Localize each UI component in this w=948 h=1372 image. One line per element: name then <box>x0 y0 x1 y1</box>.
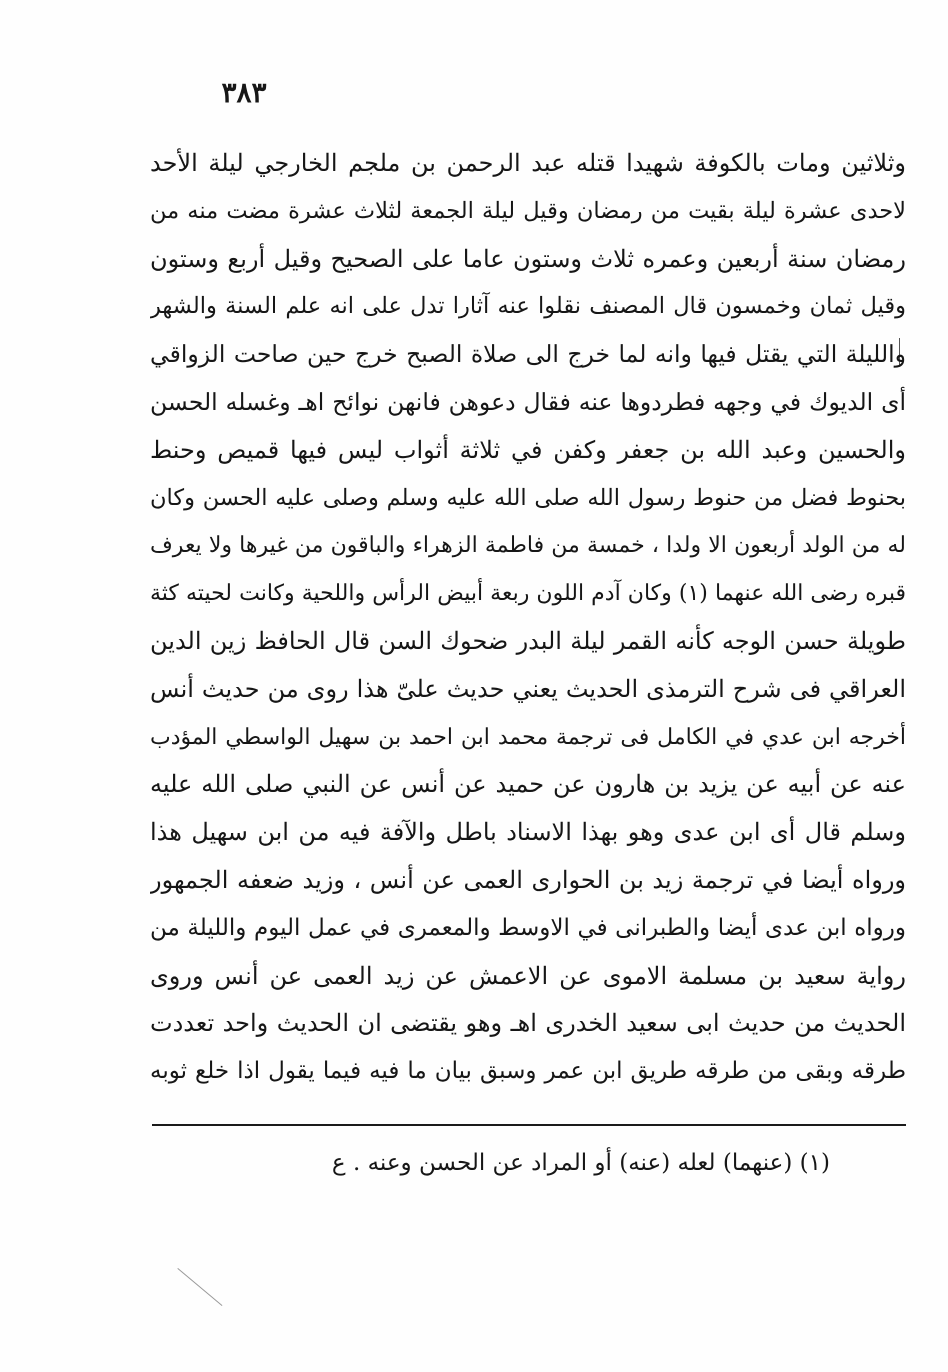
text-line: رواية سعيد بن مسلمة الاموى عن الاعمش عن زيد العمى عن أنس وروى <box>150 961 906 990</box>
text-line: طرقه وبقى من طرقه طريق ابن عمر وسبق بيان ما فيه فيما يقول اذا خلع ثوبه <box>150 1058 906 1085</box>
text-line: أخرجه ابن عدي في الكامل فى ترجمة محمد ابن احمد بن سهيل الواسطي المؤدب <box>150 724 906 750</box>
text-line: قبره رضى الله عنهما (١) وكان آدم اللون ربعة أبيض الرأس واللحية وكانت لحيته كثة <box>150 581 906 607</box>
text-line: ورواه ابن عدى أيضا والطبرانى في الاوسط والمعمرى في عمل اليوم والليلة من <box>150 914 906 941</box>
footnote: (١) (عنهما) لعله (عنه) أو المراد عن الحسن وعنه . ع <box>331 1150 830 1176</box>
text-line: أى الديوك في وجهه فطردوها عنه فقال دعوهن فانهن نوائح اهـ وغسله الحسن <box>150 387 906 416</box>
text-line: طويلة حسن الوجه كأنه القمر ليلة البدر ضحوك السن قال الحافظ زين الدين <box>150 626 906 655</box>
text-line: عنه عن أبيه عن يزيد بن هارون عن حميد عن أنس عن النبي صلى الله عليه <box>150 770 906 799</box>
main-text-block <box>150 140 906 1096</box>
text-line: لاحدى عشرة ليلة بقيت من رمضان وقيل ليلة الجمعة لثلاث عشرة مضت منه من <box>150 197 906 224</box>
text-line: رمضان سنة أربعين وعمره ثلاث وستون عاما على الصحيح وقيل أربع وستون <box>150 244 906 273</box>
text-line: ورواه أيضا في ترجمة زيد بن الحوارى العمى عن أنس ، وزيد ضعفه الجمهور <box>150 865 906 894</box>
text-line: بحنوط فضل من حنوط رسول الله صلى الله عليه وسلم وصلى عليه الحسن وكان <box>150 484 906 511</box>
page-number: ٣٨٣ <box>221 76 267 109</box>
scan-scratch-mark <box>177 1268 222 1306</box>
text-line: والحسين وعبد الله بن جعفر وكفن في ثلاثة أثواب ليس فيها قميص وحنط <box>150 435 906 464</box>
text-line: وسلم قال أى ابن عدى وهو بهذا الاسناد باطل والآفة فيه من ابن سهيل هذا <box>150 818 906 847</box>
text-line: والليلة التي يقتل فيها وانه لما خرج الى صلاة الصبح خرج حين صاحت الزواقي <box>150 340 906 369</box>
text-line: وثلاثين ومات بالكوفة شهيدا قتله عبد الرحمن بن ملجم الخارجي ليلة الأحد <box>150 149 906 177</box>
text-line: له من الولد أربعون الا ولدا ، خمسة من فاطمة الزهراء والباقون من غيرها ولا يعرف <box>150 533 906 559</box>
text-line: الحديث من حديث ابى سعيد الخدرى اهـ وهو يقتضى ان الحديث واحد تعددت <box>150 1009 906 1038</box>
footnote-divider <box>152 1124 906 1126</box>
text-line: وقيل ثمان وخمسون قال المصنف نقلوا عنه آثارا تدل على انه علم السنة والشهر <box>150 293 906 320</box>
text-line: العراقي فى شرح الترمذى الحديث يعني حديث علىّ هذا روى من حديث أنس <box>150 674 906 703</box>
